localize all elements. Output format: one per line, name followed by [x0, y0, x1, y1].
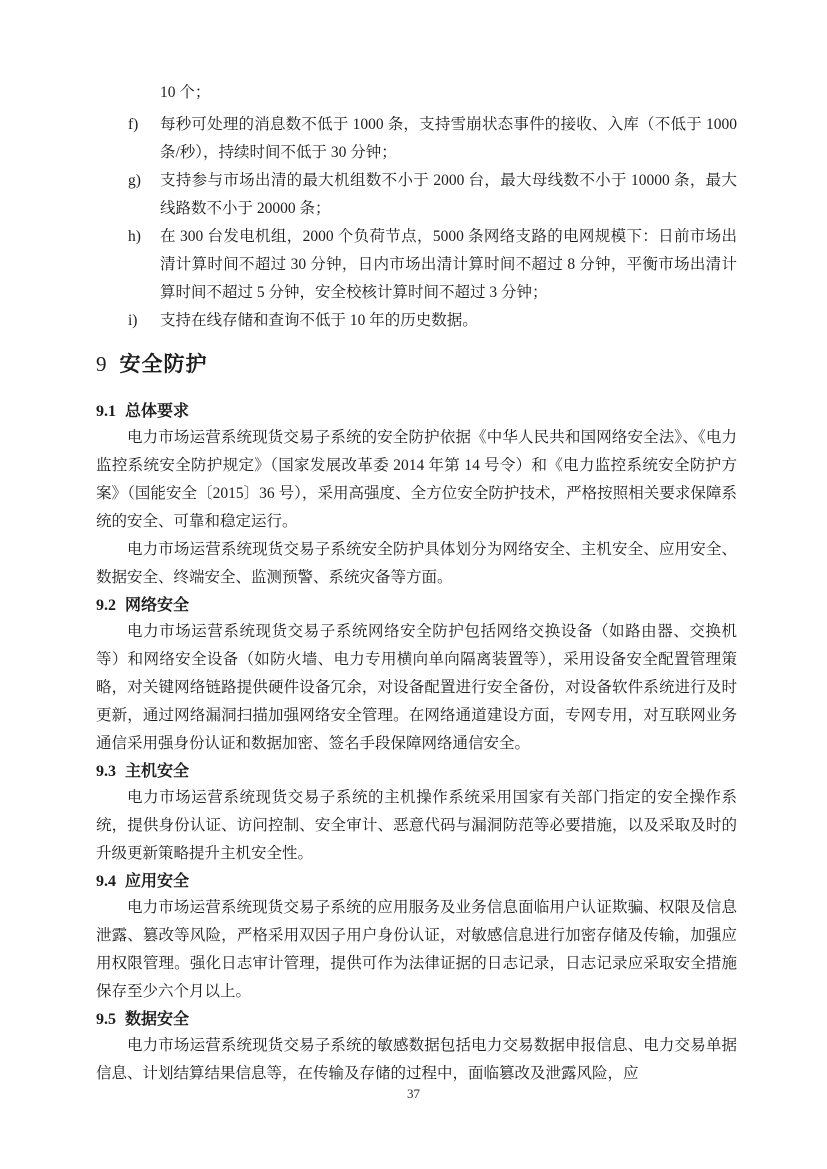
- section-title: 网络安全: [125, 597, 190, 614]
- section-heading-9-2: [96, 594, 737, 618]
- section-number: 9.1: [96, 403, 116, 420]
- section-title: 总体要求: [125, 403, 190, 420]
- list-item-h: [96, 223, 737, 307]
- list-item-label: g): [128, 172, 141, 189]
- section-title: 数据安全: [125, 1011, 190, 1028]
- list-item-continuation: [96, 79, 737, 107]
- chapter-number: 9: [96, 352, 107, 376]
- paragraph: 电力市场运营系统现货交易子系统安全防护具体划分为网络安全、主机安全、应用安全、数据安全、终端安全、监测预警、系统灾备等方面。: [96, 541, 737, 586]
- list-item-label: i): [128, 312, 138, 329]
- list-item-i: [96, 307, 737, 335]
- section-title: 应用安全: [125, 873, 190, 890]
- paragraph: 电力市场运营系统现货交易子系统的安全防护依据《中华人民共和国网络安全法》、《电力监控系统安全防护规定》（国家发展改革委 2014 年第 14 号令）和《电力监控系统安全防护方案》（国能安全〔2015〕36 号），采用高强度、全方位安全防护技术，严格按照相关要求保障系统的安全、可靠和稳定运行。: [96, 429, 737, 530]
- list-item-label: f): [128, 116, 139, 133]
- list-item-text: 10 个；: [160, 84, 211, 101]
- list-item-text: 在 300 台发电机组，2000 个负荷节点，5000 条网络支路的电网规模下：日前市场出清计算时间不超过 30 分钟，日内市场出清计算时间不超过 8 分钟，平衡市场出清计算时间不超过 5 分钟，安全校核计算时间不超过 3 分钟；: [160, 228, 737, 301]
- section-number: 9.4: [96, 873, 116, 890]
- section-number: 9.5: [96, 1011, 116, 1028]
- list-item-f: [96, 111, 737, 167]
- section-title: 主机安全: [125, 763, 190, 780]
- list-item-text: 每秒可处理的消息数不低于 1000 条，支持雪崩状态事件的接收、入库（不低于 1000 条/秒），持续时间不低于 30 分钟；: [160, 116, 737, 161]
- page-number: 37: [407, 1086, 420, 1101]
- section-number: 9.2: [96, 597, 116, 614]
- section-heading-9-1: [96, 400, 737, 424]
- paragraph: 电力市场运营系统现货交易子系统的应用服务及业务信息面临用户认证欺骗、权限及信息泄露、篡改等风险，严格采用双因子用户身份认证，对敏感信息进行加密存储及传输，加强应用权限管理。强化日志审计管理，提供可作为法律证据的日志记录，日志记录应采取安全措施保存至少六个月以上。: [96, 899, 737, 1000]
- paragraph: 电力市场运营系统现货交易子系统的主机操作系统采用国家有关部门指定的安全操作系统，提供身份认证、访问控制、安全审计、恶意代码与漏洞防范等必要措施，以及采取及时的升级更新策略提升主机安全性。: [96, 789, 737, 862]
- section-number: 9.3: [96, 763, 116, 780]
- section-heading-9-5: [96, 1008, 737, 1032]
- list-item-label: h): [128, 228, 141, 245]
- chapter-title: 安全防护: [119, 353, 208, 376]
- paragraph: 电力市场运营系统现货交易子系统的敏感数据包括电力交易数据申报信息、电力交易单据信息、计划结算结果信息等，在传输及存储的过程中，面临篡改及泄露风险，应: [96, 1037, 737, 1082]
- list-item-g: [96, 167, 737, 223]
- paragraph: 电力市场运营系统现货交易子系统网络安全防护包括网络交换设备（如路由器、交换机等）和网络安全设备（如防火墙、电力专用横向单向隔离装置等），采用设备安全配置管理策略，对关键网络链路提供硬件设备冗余，对设备配置进行安全备份，对设备软件系统进行及时更新，通过网络漏洞扫描加强网络安全管理。在网络通道建设方面，专网专用，对互联网业务通信采用强身份认证和数据加密、签名手段保障网络通信安全。: [96, 623, 737, 752]
- section-heading-9-4: [96, 870, 737, 894]
- chapter-heading: [96, 349, 737, 380]
- section-heading-9-3: [96, 760, 737, 784]
- list-item-text: 支持参与市场出清的最大机组数不小于 2000 台，最大母线数不小于 10000 条，最大线路数不小于 20000 条；: [160, 172, 737, 217]
- list-item-text: 支持在线存储和查询不低于 10 年的历史数据。: [160, 312, 478, 329]
